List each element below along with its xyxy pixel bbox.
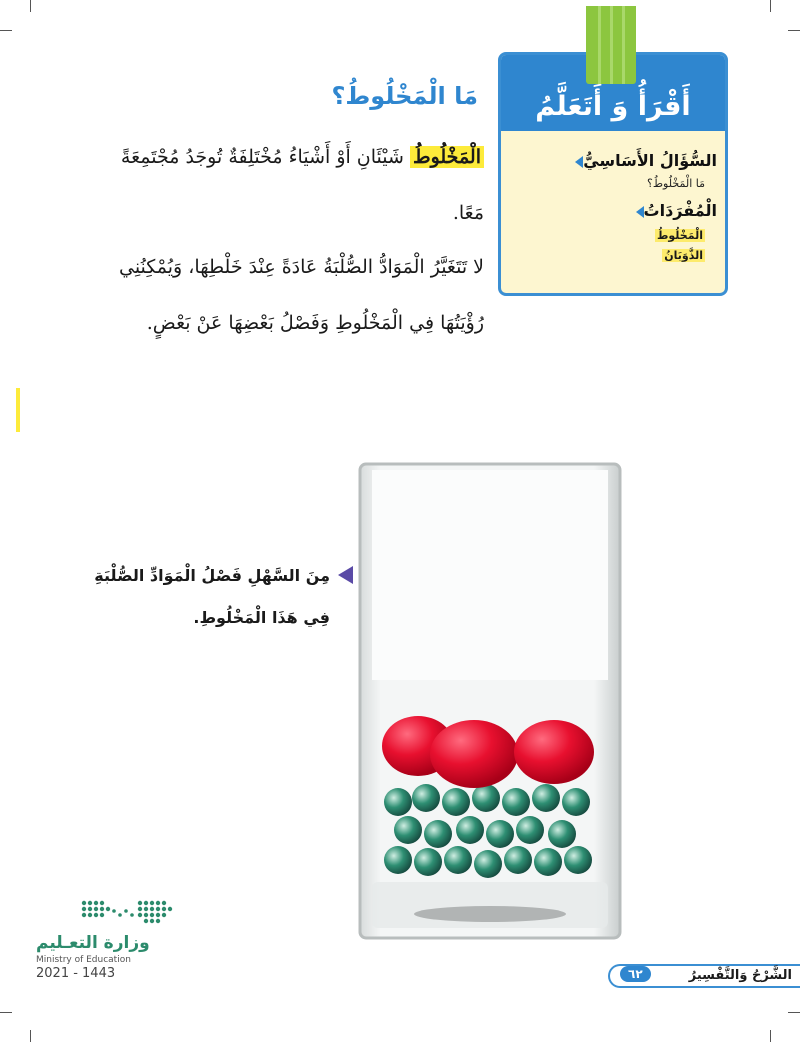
bullet-arrow-icon [636, 206, 644, 218]
ministry-name-english: Ministry of Education [36, 955, 131, 965]
crop-mark [770, 1030, 771, 1042]
page-number: ٦٢ [620, 966, 651, 982]
figure-caption-line: فِي هَذَا الْمَخْلُوطِ. [193, 608, 330, 627]
footer-section-label: الشَّرْحُ وَالتَّفْسِيرُ [688, 968, 792, 983]
paragraph-line: رُؤْيَتُهَا فِي الْمَخْلُوطِ وَفَصْلُ بَعْضِهَا عَنْ بَعْضٍ. [146, 312, 484, 334]
crop-mark [770, 0, 771, 12]
crop-mark [30, 1030, 31, 1042]
bookmark-tab [586, 6, 636, 84]
vocabulary-item: الْمَخْلُوطُ [656, 229, 703, 242]
figure-caption-line: مِنَ السَّهْلِ فَصْلُ الْمَوَادِّ الصُّلْبَةِ [94, 566, 330, 585]
crop-mark [0, 1012, 12, 1013]
read-and-learn-box [498, 52, 728, 296]
crop-mark [0, 30, 12, 31]
crop-mark [788, 30, 800, 31]
section-heading: مَا الْمَخْلُوطُ؟ [331, 82, 478, 110]
highlighted-term: الْمَخْلُوطُ [410, 146, 484, 168]
essential-question-label-text: السُّؤَالُ الأَسَاسِيُّ [583, 151, 717, 170]
vocabulary-label-text: الْمُفْرَدَاتُ [643, 201, 717, 220]
definition-line [121, 146, 484, 168]
mixture-jar-image [358, 462, 622, 940]
read-and-learn-title: أَقْرَأُ وَ أَتَعَلَّمُ [535, 91, 691, 122]
paragraph-line: لا تَتَغَيَّرُ الْمَوَادُّ الصُّلْبَةُ عَادَةً عِنْدَ خَلْطِهَا، وَيُمْكِنُنِي [118, 256, 484, 278]
essential-question: مَا الْمَخْلُوطُ؟ [647, 177, 705, 190]
essential-question-label [571, 151, 717, 170]
definition-text: شَيْئَانِ أَوْ أَشْيَاءُ مُخْتَلِفَةٌ تُوجَدُ مُجْتَمِعَةً [120, 146, 404, 168]
margin-highlight-mark [16, 388, 20, 432]
crop-mark [788, 1012, 800, 1013]
edition-year: 2021 - 1443 [36, 966, 116, 981]
vocabulary-item: الذَّوَبَانُ [664, 249, 703, 262]
ministry-logo-icon [80, 897, 175, 927]
ministry-name-arabic: وزارة التعـليم [36, 933, 150, 953]
paragraph-line: مَعًا. [452, 202, 484, 224]
crop-mark [30, 0, 31, 12]
bullet-arrow-icon [575, 156, 583, 168]
vocabulary-label [632, 201, 717, 220]
caption-arrow-icon [338, 566, 353, 584]
